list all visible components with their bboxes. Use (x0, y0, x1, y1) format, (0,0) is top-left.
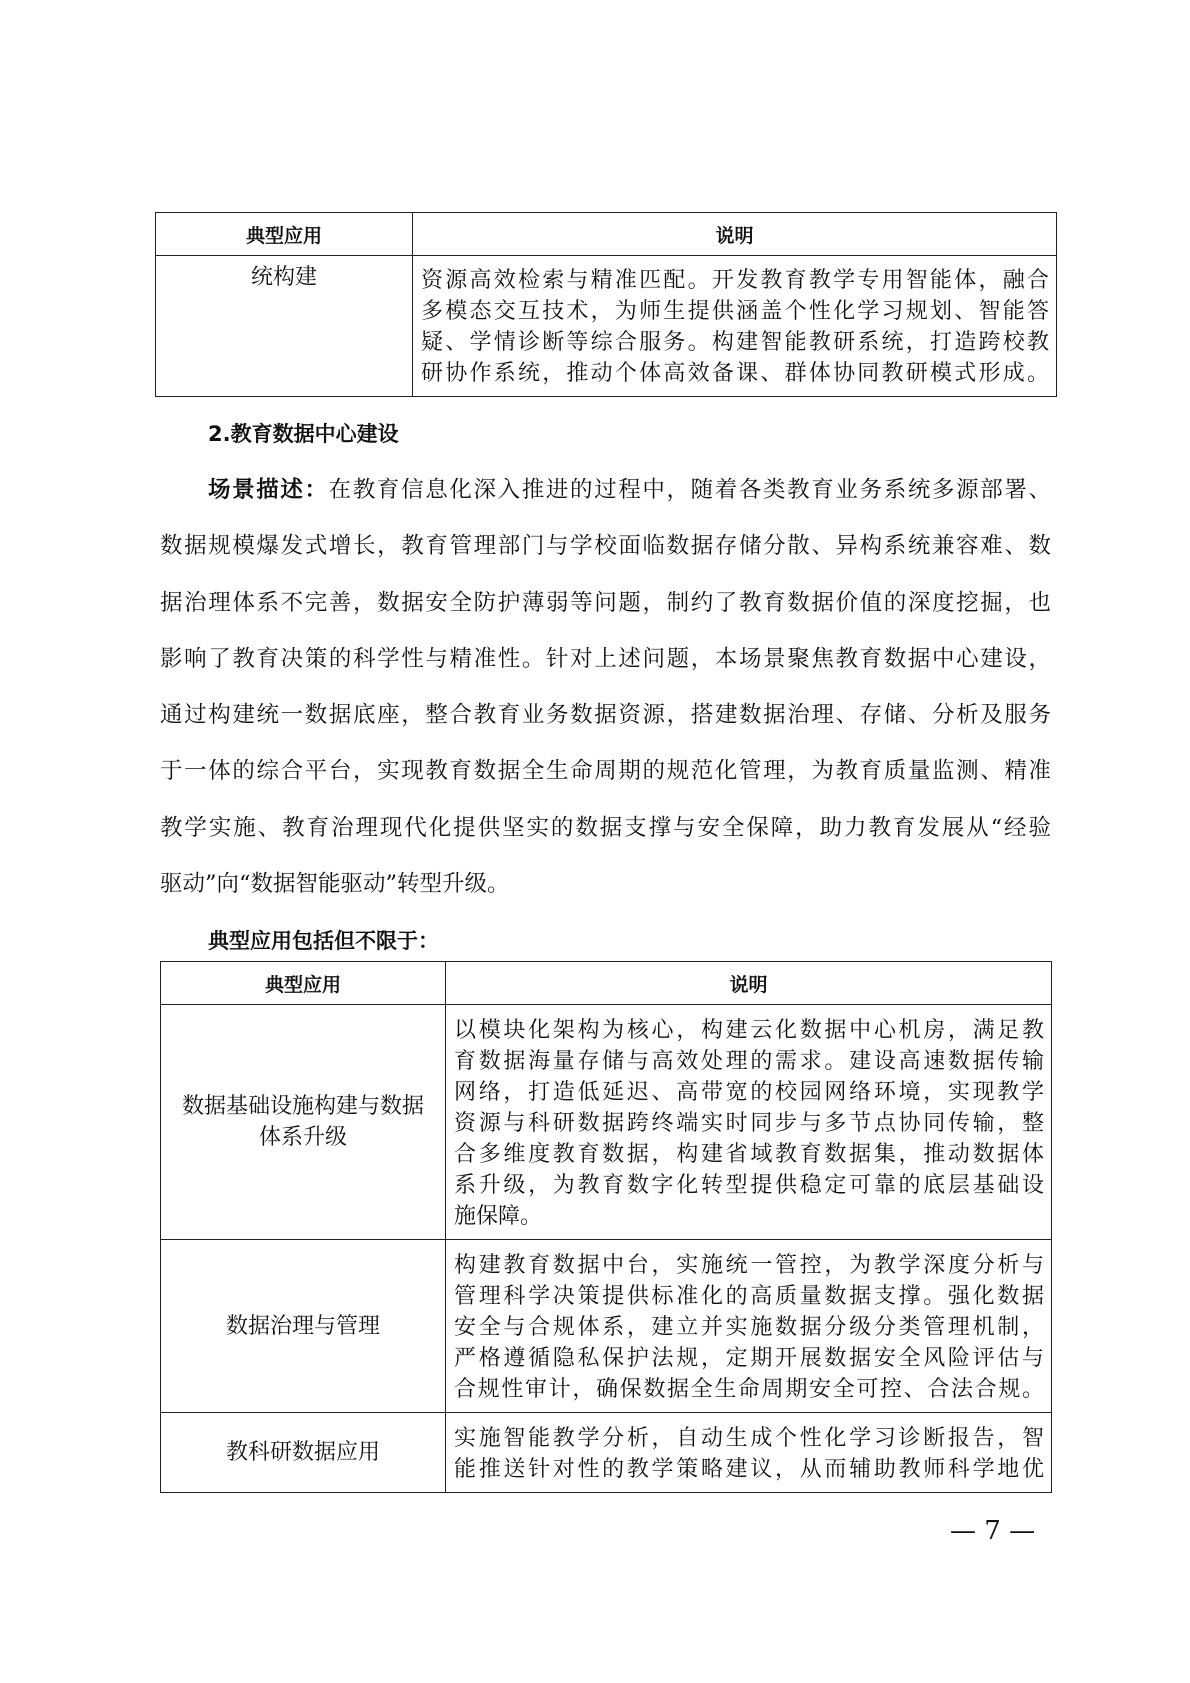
desc-line: 资源与科研数据跨终端实时同步与多节点协同传输，整 (454, 1110, 1044, 1136)
header-typical-app: 典型应用 (161, 962, 446, 1005)
desc-line: 施保障。 (454, 1203, 543, 1229)
header-description: 说明 (413, 213, 1057, 256)
desc-line: 资源高效检索与精准匹配。开发教育教学专用智能体，融合 (421, 268, 1049, 293)
desc-line: 管理科学决策提供标准化的高质量数据支撑。强化数据 (454, 1283, 1044, 1309)
para-line: 教学实施、教育治理现代化提供坚实的数据支撑与安全保障，助力教育发展从“经验 (160, 814, 1051, 841)
typical-apps-table (160, 961, 1052, 1493)
page-number: — 7 — (950, 1516, 1036, 1546)
desc-line: 合多维度教育数据，构建省域教育数据集，推动数据体 (454, 1141, 1044, 1167)
app-name: 数据治理与管理 (161, 1240, 446, 1413)
desc-line: 网络，打造低延迟、高带宽的校园网络环境，实现教学 (454, 1079, 1044, 1105)
header-typical-app: 典型应用 (156, 213, 413, 256)
para-text: 在教育信息化深入推进的过程中，随着各类教育业务系统多源部署、 (328, 477, 1051, 503)
para-line: 于一体的综合平台，实现教育数据全生命周期的规范化管理，为教育质量监测、精准 (160, 758, 1051, 785)
para-line (160, 462, 1051, 518)
para-line: 驱动”向“数据智能驱动”转型升级。 (160, 871, 510, 898)
para-line: 数据规模爆发式增长，教育管理部门与学校面临数据存储分散、异构系统兼容难、数 (160, 533, 1051, 560)
header-description: 说明 (446, 962, 1052, 1005)
para-line: 影响了教育决策的科学性与精准性。针对上述问题，本场景聚焦教育数据中心建设， (160, 645, 1051, 672)
desc-line: 合规性审计，确保数据全生命周期安全可控、合法合规。 (454, 1376, 1044, 1402)
table-row (161, 1005, 1052, 1240)
desc-line: 疑、学情诊断等综合服务。构建智能教研系统，打造跨校教 (421, 330, 1049, 355)
apps-intro: 典型应用包括但不限于： (208, 929, 439, 953)
desc-line: 系升级，为教育数字化转型提供稳定可靠的底层基础设 (454, 1172, 1044, 1198)
scene-label: 场景描述： (208, 477, 329, 503)
table-row (156, 256, 1057, 397)
desc-line: 育数据海量存储与高效处理的需求。建设高速数据传输 (454, 1048, 1044, 1074)
app-description (446, 1413, 1052, 1493)
app-name: 教科研数据应用 (161, 1413, 446, 1493)
app-name-line: 数据基础设施构建与数据 (181, 1094, 424, 1119)
table-row (161, 1413, 1052, 1493)
desc-line: 能推送针对性的教学策略建议，从而辅助教师科学地优 (454, 1456, 1044, 1482)
para-line: 据治理体系不完善，数据安全防护薄弱等问题，制约了教育数据价值的深度挖掘，也 (160, 589, 1051, 616)
app-name-line: 体系升级 (258, 1125, 347, 1150)
desc-line: 实施智能教学分析，自动生成个性化学习诊断报告，智 (454, 1425, 1044, 1451)
desc-line: 多模态交互技术，为师生提供涵盖个性化学习规划、智能答 (421, 299, 1049, 324)
table-header-row (161, 962, 1052, 1005)
app-description (446, 1005, 1052, 1240)
desc-line: 安全与合规体系，建立并实施数据分级分类管理机制， (454, 1314, 1044, 1340)
table-row (161, 1240, 1052, 1413)
desc-line: 构建教育数据中台，实施统一管控，为教学深度分析与 (454, 1252, 1044, 1278)
scene-paragraph (160, 462, 1051, 912)
para-line: 通过构建统一数据底座，整合教育业务数据资源，搭建数据治理、存储、分析及服务 (160, 702, 1051, 729)
table-continued (155, 212, 1057, 397)
desc-line: 研协作系统，推动个体高效备课、群体协同教研模式形成。 (421, 361, 1049, 386)
desc-line: 以模块化架构为核心，构建云化数据中心机房，满足教 (454, 1017, 1044, 1043)
app-name: 统构建 (156, 256, 413, 397)
app-description (446, 1240, 1052, 1413)
section-heading: 2.教育数据中心建设 (208, 422, 399, 446)
desc-line: 严格遵循隐私保护法规，定期开展数据安全风险评估与 (454, 1345, 1044, 1371)
app-description (413, 256, 1057, 397)
app-name (161, 1005, 446, 1240)
table-header-row (156, 213, 1057, 256)
